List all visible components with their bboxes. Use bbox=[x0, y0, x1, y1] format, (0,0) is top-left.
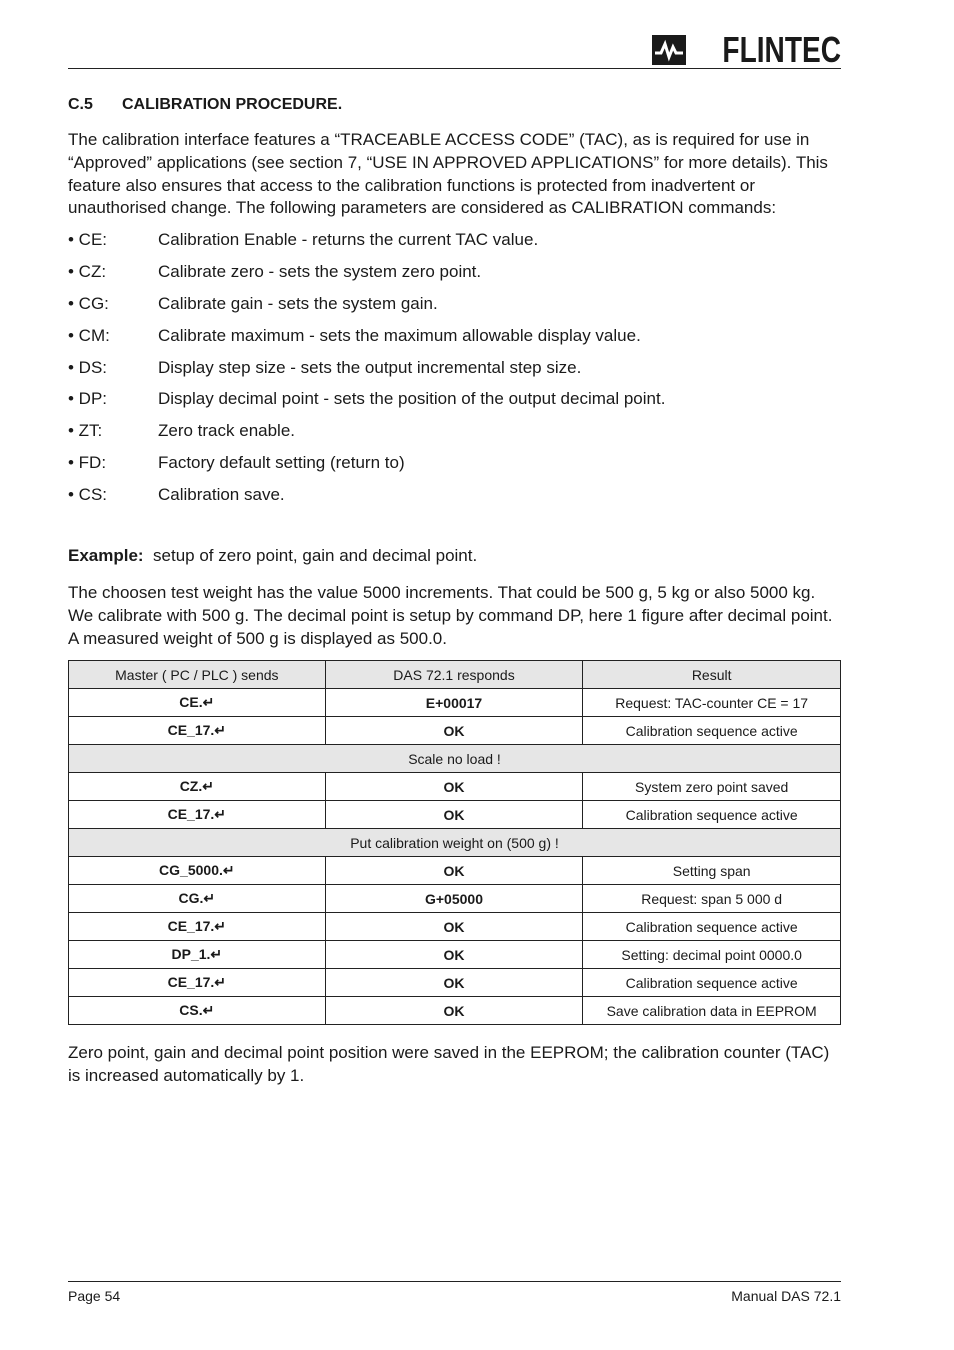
table-row bbox=[69, 717, 841, 745]
command-description: Display decimal point - sets the position of the output decimal point. bbox=[158, 389, 666, 409]
result-cell: Setting: decimal point 0000.0 bbox=[583, 941, 841, 969]
list-item bbox=[68, 260, 843, 292]
page-header bbox=[68, 30, 841, 69]
response-cell: OK bbox=[325, 801, 583, 829]
command-code: • CS: bbox=[68, 485, 108, 505]
list-item bbox=[68, 419, 843, 451]
send-cell: CE_17.↵ bbox=[69, 913, 326, 941]
send-cell: DP_1.↵ bbox=[69, 941, 326, 969]
table-note-row bbox=[69, 829, 841, 857]
command-code: • CE: bbox=[68, 230, 108, 249]
table-row bbox=[69, 773, 841, 801]
command-code: • CZ: bbox=[68, 261, 107, 281]
section-title: CALIBRATION PROCEDURE. bbox=[122, 96, 343, 113]
table-row bbox=[69, 801, 841, 829]
response-cell: OK bbox=[325, 913, 583, 941]
command-description: Calibration Enable - returns the current TAC value. bbox=[158, 230, 539, 249]
table-row bbox=[69, 885, 841, 913]
table-row bbox=[69, 913, 841, 941]
command-description: Zero track enable. bbox=[158, 421, 296, 441]
send-cell: CE_17.↵ bbox=[69, 969, 326, 997]
send-cell: CG.↵ bbox=[69, 885, 326, 913]
result-cell: Calibration sequence active bbox=[583, 969, 841, 997]
list-item bbox=[68, 451, 843, 483]
table-header-row bbox=[69, 661, 841, 689]
command-description: Factory default setting (return to) bbox=[158, 453, 405, 473]
list-item bbox=[68, 387, 843, 419]
list-item bbox=[68, 483, 843, 515]
send-cell: CE_17.↵ bbox=[69, 717, 326, 745]
page-number: Page 54 bbox=[68, 1288, 121, 1304]
result-cell: Setting span bbox=[583, 857, 841, 885]
wave-logo-icon bbox=[652, 35, 686, 65]
page-footer bbox=[68, 1281, 841, 1304]
response-cell: G+05000 bbox=[325, 885, 583, 913]
table-note-row bbox=[69, 745, 841, 773]
response-cell: OK bbox=[325, 857, 583, 885]
manual-name: Manual DAS 72.1 bbox=[731, 1288, 841, 1304]
column-header: DAS 72.1 responds bbox=[325, 661, 583, 689]
table-row bbox=[69, 941, 841, 969]
send-cell: CZ.↵ bbox=[69, 773, 326, 801]
column-header: Master ( PC / PLC ) sends bbox=[69, 661, 326, 689]
test-weight-paragraph: The choosen test weight has the value 5000 increments. That could be 500 g, 5 kg or also 5000 kg. We calibrate with 500 g. The decimal point is setup by command DP, here 1 figure after decimal point. A measured weight of 500 g is displayed as 500.0. bbox=[68, 583, 833, 648]
example-label: Example: bbox=[68, 546, 144, 565]
table-row bbox=[69, 969, 841, 997]
note-cell: Put calibration weight on (500 g) ! bbox=[69, 829, 841, 857]
command-description: Calibrate zero - sets the system zero point. bbox=[158, 261, 482, 281]
conclusion-paragraph: Zero point, gain and decimal point position were saved in the EEPROM; the calibration counter (TAC) is increased automatically by 1. bbox=[68, 1043, 830, 1085]
logo-text: FLINTEC bbox=[722, 29, 841, 70]
command-code: • ZT: bbox=[68, 421, 103, 441]
result-cell: Save calibration data in EEPROM bbox=[583, 997, 841, 1025]
intro-paragraph: The calibration interface features a “TRACEABLE ACCESS CODE” (TAC), as is required for use in “Approved” applications (see section 7, “USE IN APPROVED APPLICATIONS” for more details). This feature also ensures that access to the calibration functions is protected from inadvertent or unauthorised change. The following parameters are considered as CALIBRATION commands: bbox=[68, 130, 828, 218]
response-cell: E+00017 bbox=[325, 689, 583, 717]
response-cell: OK bbox=[325, 941, 583, 969]
response-cell: OK bbox=[325, 969, 583, 997]
result-cell: Calibration sequence active bbox=[583, 913, 841, 941]
command-description: Calibrate maximum - sets the maximum allowable display value. bbox=[158, 325, 641, 345]
table-row bbox=[69, 997, 841, 1025]
result-cell: Calibration sequence active bbox=[583, 801, 841, 829]
command-code: • CG: bbox=[68, 293, 109, 313]
command-description: Calibration save. bbox=[158, 485, 285, 505]
command-code: • DP: bbox=[68, 389, 108, 409]
list-item bbox=[68, 324, 843, 356]
result-cell: Calibration sequence active bbox=[583, 717, 841, 745]
command-code: • DS: bbox=[68, 357, 108, 377]
command-code: • CM: bbox=[68, 325, 110, 345]
command-description: Calibrate gain - sets the system gain. bbox=[158, 293, 438, 313]
table-row bbox=[69, 689, 841, 717]
section-heading bbox=[68, 96, 342, 114]
list-item bbox=[68, 356, 843, 388]
response-cell: OK bbox=[325, 773, 583, 801]
example-line bbox=[68, 545, 843, 568]
response-cell: OK bbox=[325, 717, 583, 745]
list-item bbox=[68, 228, 843, 260]
response-cell: OK bbox=[325, 997, 583, 1025]
command-code: • FD: bbox=[68, 453, 107, 473]
calibration-table bbox=[68, 660, 841, 1025]
send-cell: CE_17.↵ bbox=[69, 801, 326, 829]
result-cell: Request: TAC-counter CE = 17 bbox=[583, 689, 841, 717]
table-row bbox=[69, 857, 841, 885]
example-text: setup of zero point, gain and decimal point. bbox=[153, 546, 478, 565]
send-cell: CE.↵ bbox=[69, 689, 326, 717]
result-cell: System zero point saved bbox=[583, 773, 841, 801]
column-header: Result bbox=[583, 661, 841, 689]
note-cell: Scale no load ! bbox=[69, 745, 841, 773]
send-cell: CG_5000.↵ bbox=[69, 857, 326, 885]
section-number: C.5 bbox=[68, 96, 93, 113]
command-description: Display step size - sets the output incremental step size. bbox=[158, 357, 582, 377]
flintec-logo bbox=[652, 29, 841, 70]
send-cell: CS.↵ bbox=[69, 997, 326, 1025]
list-item bbox=[68, 292, 843, 324]
command-list bbox=[68, 228, 843, 515]
result-cell: Request: span 5 000 d bbox=[583, 885, 841, 913]
